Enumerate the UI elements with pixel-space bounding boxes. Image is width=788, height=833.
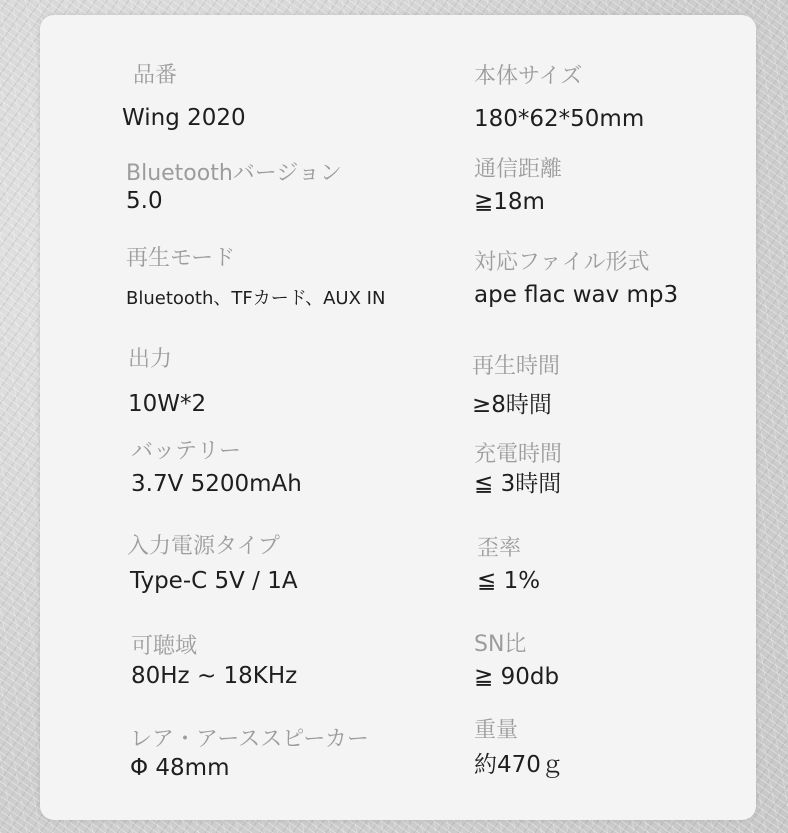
spec-value: 約470ｇ xyxy=(474,752,564,778)
spec-label: 対応ファイル形式 xyxy=(474,250,650,275)
spec-play-time xyxy=(472,352,560,420)
spec-label: SN比 xyxy=(474,632,527,657)
spec-label: 本体サイズ xyxy=(474,64,583,89)
spec-label: 充電時間 xyxy=(474,442,563,467)
spec-value: 10W*2 xyxy=(128,391,207,417)
spec-battery xyxy=(131,437,302,499)
spec-range xyxy=(474,155,562,217)
spec-value: ≧ 90db xyxy=(474,664,560,690)
spec-model xyxy=(133,61,177,91)
spec-value: 80Hz ~ 18KHz xyxy=(131,663,298,689)
spec-value: Type-C 5V / 1A xyxy=(130,568,298,594)
spec-snr xyxy=(474,630,559,692)
spec-value: 5.0 xyxy=(126,188,163,214)
spec-model-value xyxy=(122,103,246,133)
spec-label: 入力電源タイプ xyxy=(127,534,280,559)
spec-value: Φ 48mm xyxy=(130,755,230,781)
spec-label: 歪率 xyxy=(477,536,522,561)
spec-speaker xyxy=(130,725,369,783)
spec-value: Wing 2020 xyxy=(122,105,246,131)
spec-value: 3.7V 5200mAh xyxy=(131,471,302,497)
spec-output xyxy=(128,345,206,419)
spec-size xyxy=(474,62,644,134)
spec-value: Bluetooth、TFカード、AUX IN xyxy=(126,288,386,309)
spec-label: レア・アーススピーカー xyxy=(130,727,369,752)
spec-value: ≥8時間 xyxy=(472,392,552,418)
spec-value: 180*62*50mm xyxy=(474,106,645,132)
spec-file-formats xyxy=(474,248,678,310)
spec-weight xyxy=(474,716,564,780)
spec-play-mode xyxy=(126,244,385,314)
spec-label: Bluetoothバージョン xyxy=(126,161,342,186)
spec-value: ≧18m xyxy=(474,189,545,215)
spec-label: 通信距離 xyxy=(474,157,563,182)
spec-input-power xyxy=(127,532,298,596)
spec-frequency-range xyxy=(131,632,297,691)
spec-label: 再生時間 xyxy=(472,354,561,379)
spec-value: ≦ 3時間 xyxy=(474,471,562,497)
spec-label: バッテリー xyxy=(131,439,242,464)
spec-label: 可聴域 xyxy=(131,634,198,659)
spec-value: ≦ 1% xyxy=(477,568,541,594)
spec-value: ape flac wav mp3 xyxy=(474,282,679,308)
spec-distortion xyxy=(477,534,540,596)
spec-charge-time xyxy=(474,440,562,499)
spec-label: 品番 xyxy=(133,63,178,88)
spec-label: 出力 xyxy=(128,347,173,372)
spec-label: 再生モード xyxy=(126,246,236,271)
spec-label: 重量 xyxy=(474,718,519,743)
spec-bluetooth-version xyxy=(126,159,342,216)
